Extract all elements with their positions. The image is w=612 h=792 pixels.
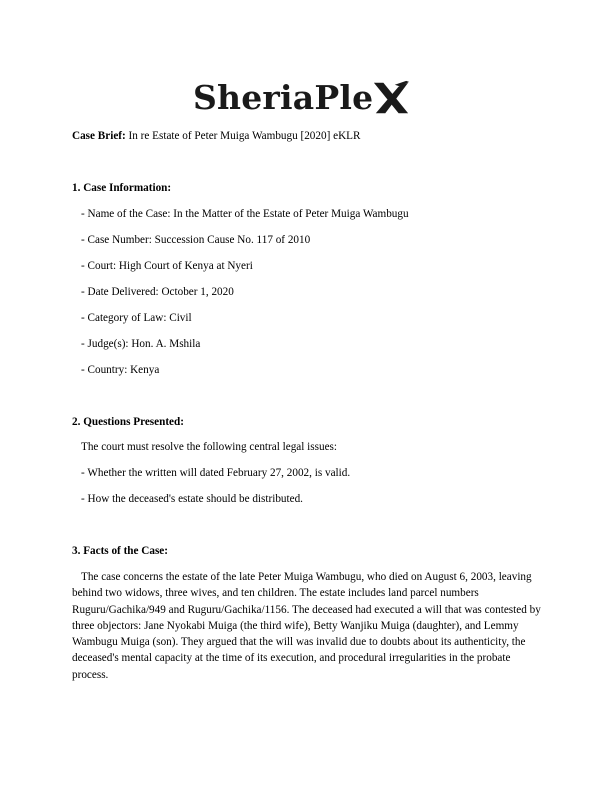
questions-intro: The court must resolve the following central legal issues: xyxy=(81,441,338,453)
sheriaplex-logo xyxy=(193,72,423,122)
logo-wordmark: SheriaPle xyxy=(193,77,374,117)
case-number-item: - Case Number: Succession Cause No. 117 of 2010 xyxy=(81,234,311,246)
category-item: - Category of Law: Civil xyxy=(81,312,192,324)
case-brief-name: In re Estate of Peter Muiga Wambugu [2020] eKLR xyxy=(128,130,361,142)
case-brief-title xyxy=(72,130,360,142)
date-delivered-item: - Date Delivered: October 1, 2020 xyxy=(81,286,234,298)
country-item: - Country: Kenya xyxy=(81,364,160,376)
question-item-distribution: - How the deceased's estate should be distributed. xyxy=(81,493,303,505)
court-item: - Court: High Court of Kenya at Nyeri xyxy=(81,260,253,272)
facts-paragraph: The case concerns the estate of the late Peter Muiga Wambugu, who died on August 6, 2003, leaving behind two widows, three wives, and ten children. The estate includes land parcel numbers Ruguru/Gachika/949 and Ruguru/Gachika/1156. The deceased had executed a will that was contested by three objectors: Jane Nyokabi Muiga (the third wife), Betty Wanjiku Muiga (daughter), and Lemmy Wambugu Muiga (son). They argued that the will was invalid due to doubts about its authenticity, the deceased's mental capacity at the time of its execution, and procedural irregularities in the probate process. xyxy=(72,571,541,681)
x-mark-icon xyxy=(372,80,410,116)
questions-presented-heading: 2. Questions Presented: xyxy=(72,416,184,428)
case-brief-label: Case Brief: xyxy=(72,130,126,142)
facts-heading: 3. Facts of the Case: xyxy=(72,545,169,557)
case-name-item: - Name of the Case: In the Matter of the Estate of Peter Muiga Wambugu xyxy=(81,208,409,220)
question-item-validity: - Whether the written will dated February 27, 2002, is valid. xyxy=(81,467,351,479)
case-information-heading: 1. Case Information: xyxy=(72,182,172,194)
judge-item: - Judge(s): Hon. A. Mshila xyxy=(81,338,201,350)
